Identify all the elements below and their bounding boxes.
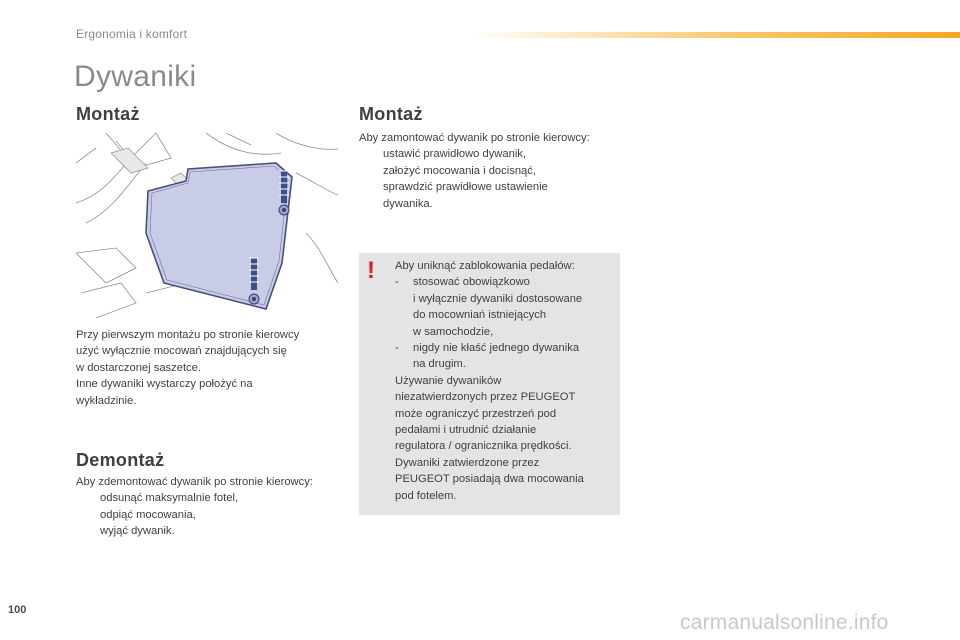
left-paragraph xyxy=(76,327,346,409)
text-line: PEUGEOT posiadają dwa mocowania xyxy=(395,473,584,486)
page-number: 100 xyxy=(8,604,27,616)
header-accent-bar xyxy=(470,32,960,38)
list-item-text: założyć mocowania i docisnąć, xyxy=(383,164,536,177)
list-item xyxy=(76,490,346,506)
dash-marker: - xyxy=(395,276,399,289)
text-line: użyć wyłącznie mocowań znajdujących się xyxy=(76,345,287,358)
right-heading-montaz: Montaż xyxy=(359,104,423,124)
demontaz-section xyxy=(76,474,346,540)
list-item-text: dywanika. xyxy=(383,197,433,210)
text-line: niezatwierdzonych przez PEUGEOT xyxy=(395,391,576,404)
list-item-continuation xyxy=(359,196,629,212)
text-line: w samochodzie, xyxy=(413,325,494,338)
list-item-text: odsunąć maksymalnie fotel, xyxy=(100,492,239,505)
text-line: Używanie dywaników xyxy=(395,374,502,387)
list-item-text: wyjąć dywanik. xyxy=(100,525,175,538)
demontaz-intro: Aby zdemontować dywanik po stronie kierowcy: xyxy=(76,476,313,488)
text-line: Przy pierwszym montażu po stronie kierowcy xyxy=(76,329,300,341)
text-line: regulatora / ogranicznika prędkości. xyxy=(395,440,572,453)
watermark[interactable]: carmanualsonline.info xyxy=(680,611,889,634)
text-line: stosować obowiązkowo xyxy=(413,276,530,289)
text-line: nigdy nie kłaść jednego dywanika xyxy=(413,342,580,355)
right-montaz-section xyxy=(359,130,629,212)
text-line: Inne dywaniki wystarczy położyć na xyxy=(76,378,253,391)
text-line: i wyłącznie dywaniki dostosowane xyxy=(413,292,583,305)
list-item xyxy=(359,179,629,195)
text-line: Dywaniki zatwierdzone przez xyxy=(395,456,540,469)
warning-text xyxy=(395,258,611,504)
list-item-text: ustawić prawidłowo dywanik, xyxy=(383,148,527,161)
dash-marker: - xyxy=(395,342,399,355)
right-intro: Aby zamontować dywanik po stronie kierowcy: xyxy=(359,132,590,144)
section-title: Ergonomia i komfort xyxy=(76,27,188,41)
text-line: pod fotelem. xyxy=(395,489,457,502)
warning-item xyxy=(395,340,611,373)
text-line: może ograniczyć przestrzeń pod xyxy=(395,407,557,420)
list-item xyxy=(359,146,629,162)
page-title: Dywaniki xyxy=(74,60,197,93)
floor-mat-illustration xyxy=(76,133,338,318)
floor-mat-svg xyxy=(76,133,338,318)
list-item xyxy=(359,163,629,179)
text-line: wykładzinie. xyxy=(76,394,137,407)
warning-exclamation-icon: ! xyxy=(367,257,375,284)
list-item-text: sprawdzić prawidłowe ustawienie xyxy=(383,181,548,194)
list-item xyxy=(76,523,346,539)
left-heading-montaz: Montaż xyxy=(76,104,140,124)
text-line: do mocowniań istniejących xyxy=(413,309,547,322)
warning-item xyxy=(395,274,611,340)
warning-intro: Aby uniknąć zablokowania pedałów: xyxy=(395,260,575,272)
text-line: na drugim. xyxy=(413,358,466,371)
text-line: pedałami i utrudnić działanie xyxy=(395,424,537,437)
demontaz-heading: Demontaż xyxy=(76,450,165,470)
list-item xyxy=(76,507,346,523)
text-line: w dostarczonej saszetce. xyxy=(76,361,201,374)
list-item-text: odpiąć mocowania, xyxy=(100,508,196,521)
